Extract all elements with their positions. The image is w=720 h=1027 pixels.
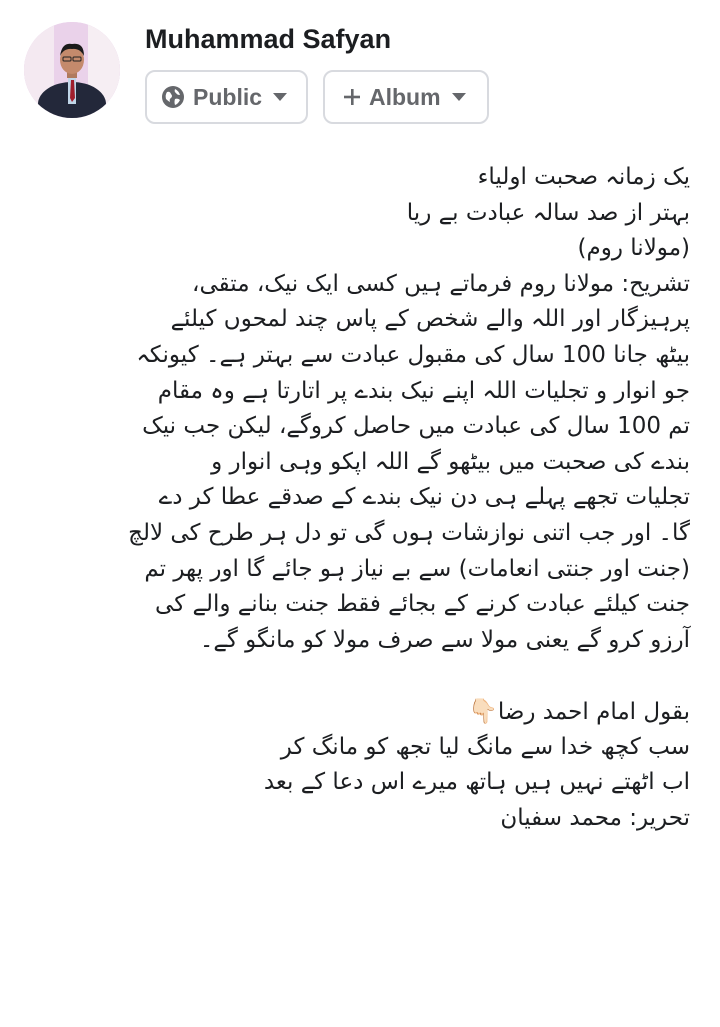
post-line: پرہیزگار اور اللہ والے شخص کے پاس چند لمحوں کیلئے	[170, 306, 690, 333]
pointing-down-hand-emoji: 👇🏻	[467, 696, 498, 725]
caret-down-icon	[272, 92, 288, 102]
album-selector-button[interactable]	[323, 70, 489, 124]
plus-icon	[343, 88, 361, 106]
post-line: (مولانا روم)	[577, 235, 690, 262]
post-line: تم 100 سال کی عبادت میں حاصل کروگے، لیکن جب نیک	[142, 413, 690, 440]
paragraph-gap	[30, 658, 690, 694]
post-line: گا۔ اور جب اتنی نوازشات ہوں گی تو دل ہر طرح کی لالچ	[128, 519, 690, 546]
privacy-selector-button[interactable]	[145, 70, 308, 124]
post-line: تحریر: محمد سفیان	[500, 804, 690, 831]
globe-icon	[161, 85, 185, 109]
quote-attribution: بقول امام احمد رضا	[497, 698, 690, 725]
post-text	[30, 160, 690, 836]
post-line: جنت کیلئے عبادت کرنے کے بجائے فقط جنت بنانے والے کی	[155, 591, 690, 618]
caret-down-icon	[451, 92, 467, 102]
author-avatar[interactable]	[24, 22, 120, 118]
post-line: جو انوار و تجلیات اللہ اپنے نیک بندے پر اتارتا ہے وہ مقام	[157, 377, 690, 404]
post-line: تشریح: مولانا روم فرماتے ہیں کسی ایک نیک، متقی،	[192, 270, 690, 297]
album-label: Album	[369, 83, 441, 110]
avatar-photo	[24, 22, 120, 118]
post-line: سب کچھ خدا سے مانگ لیا تجھ کو مانگ کر	[280, 733, 690, 760]
post-line: تجلیات تجھے پہلے ہی دن نیک بندے کے صدقے عطا کر دے	[158, 484, 690, 511]
post-line: (جنت اور جنتی انعامات) سے بے نیاز ہو جائے گا اور پھر تم	[144, 555, 690, 582]
post-line-quote	[30, 694, 690, 730]
post-line: بیٹھ جانا 100 سال کی مقبول عبادت سے بہتر ہے۔ کیونکہ	[136, 341, 690, 368]
post-header	[0, 0, 720, 140]
post-line: بہتر از صد سالہ عبادت بے ریا	[406, 199, 690, 226]
privacy-label: Public	[193, 83, 263, 110]
post-line: اب اٹھتے نہیں ہیں ہاتھ میرے اس دعا کے بعد	[263, 769, 690, 796]
post-line: آرزو کرو گے یعنی مولا سے صرف مولا کو مانگو گے۔	[199, 626, 690, 653]
author-name[interactable]: Muhammad Safyan	[145, 24, 392, 54]
post-line: بندے کی صحبت میں بیٹھو گے اللہ اپکو وہی انوار و	[211, 448, 690, 475]
post-line: یک زمانہ صحبت اولیاء	[477, 164, 690, 190]
